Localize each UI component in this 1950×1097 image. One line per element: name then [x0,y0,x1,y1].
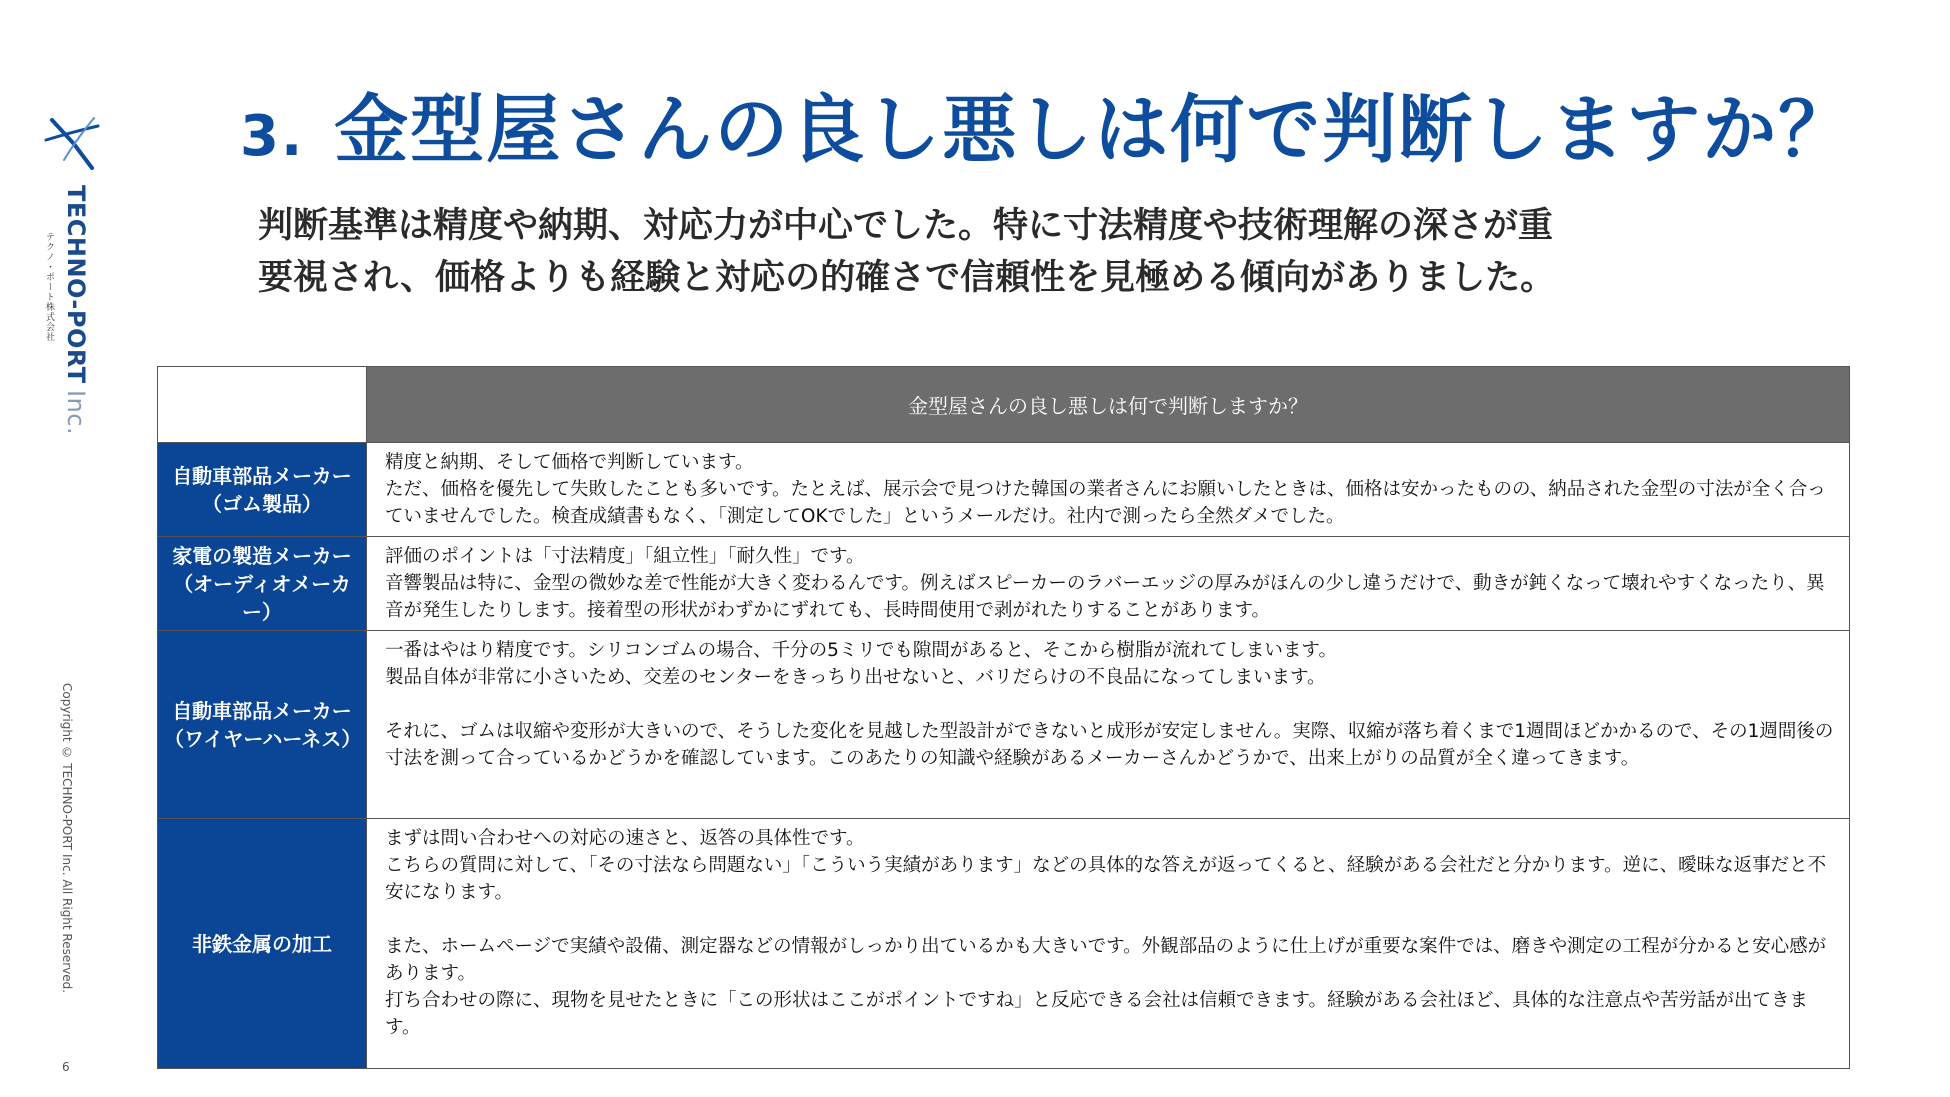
answer-text: 音響製品は特に、金型の微妙な差で性能が大きく変わるんです。例えばスピーカーのラバーエッジの厚みがほんの少し違うだけで、動きが鈍くなって壊れやすくなったり、異音が発生したりします。接着型の形状がわずかにずれても、長時間使用で剥がれたりすることがあります。 [385,573,1825,621]
category-detail: （オーディオメーカー） [173,571,351,624]
section-number: 3. [240,104,305,169]
paragraph-spacer [385,691,1839,718]
brand-name [62,185,90,435]
answer-text: こちらの質問に対して、「その寸法なら問題ない」「こういう実績があります」などの具体的な答えが返ってくると、経験がある会社だと分かります。逆に、曖昧な返事だと不安になります。 [385,855,1827,903]
category-name: 家電の製造メーカー [172,543,352,568]
category-cell [158,631,367,819]
answer-text: ただ、価格を優先して失敗したことも多いです。たとえば、展示会で見つけた韓国の業者さんにお願いしたときは、価格は安かったものの、納品された金型の寸法が全く合っていませんでした。検査成績書もなく、「測定してOKでした」というメールだけ。社内で測ったら全然ダメでした。 [385,479,1826,527]
answer-text: 打ち合わせの際に、現物を見せたときに「この形状はここがポイントですね」と反応できる会社は信頼できます。経験がある会社ほど、具体的な注意点や苦労話が出てきます。 [385,990,1809,1038]
lead-line-1: 判断基準は精度や納期、対応力が中心でした。特に寸法精度や技術理解の深さが重 [258,206,1554,246]
category-cell [158,443,367,537]
category-detail: （ゴム製品） [202,491,322,516]
answer-cell [367,819,1850,1069]
answer-cell [367,537,1850,631]
table-row [158,819,1850,1069]
answer-text: 一番はやはり精度です。シリコンゴムの場合、千分の5ミリでも隙間があると、そこから樹脂が流れてしまいます。 [385,640,1337,661]
brand-suffix: Inc. [62,389,90,435]
table-row [158,631,1850,819]
table-header-row [158,367,1850,443]
brand-name-text: TECHNO-PORT [62,185,90,384]
table-row [158,443,1850,537]
answer-cell [367,443,1850,537]
table-corner-cell [158,367,367,443]
category-detail: （ワイヤーハーネス） [164,726,362,751]
brand-sidebar [0,0,120,1097]
answer-text: 精度と納期、そして価格で判断しています。 [385,452,754,473]
category-name: 非鉄金属の加工 [192,931,332,956]
answer-text: 評価のポイントは「寸法精度」「組立性」「耐久性」です。 [385,546,865,567]
lead-line-2: 要視され、価格よりも経験と対応の的確さで信頼性を見極める傾向がありました。 [258,258,1556,298]
category-cell [158,537,367,631]
category-cell [158,819,367,1069]
answer-text: また、ホームページで実績や設備、測定器などの情報がしっかり出ているかも大きいです。外観部品のように仕上げが重要な案件では、磨きや測定の工程が分かると安心感があります。 [385,936,1827,984]
column-header: 金型屋さんの良し悪しは何で判断しますか？ [367,367,1850,443]
table-row [158,537,1850,631]
category-name: 自動車部品メーカー [172,698,352,723]
answer-text: 製品自体が非常に小さいため、交差のセンターをきっちり出せないと、バリだらけの不良品になってしまいます。 [385,667,1326,688]
page-number: 6 [62,1060,70,1074]
brand-tagline: テクノ・ポート株式会社 [44,232,54,342]
title-text: 金型屋さんの良し悪しは何で判断しますか？ [334,87,1855,173]
techno-port-logo-icon [44,110,100,174]
answer-text: それに、ゴムは収縮や変形が大きいので、そうした変化を見越した型設計ができないと成形が安定しません。実際、収縮が落ち着くまで1週間ほどかかるので、その1週間後の寸法を測って合っているかどうかを確認しています。このあたりの知識や経験があるメーカーさんかどうかで、出来上がりの品質が全く違ってきます。 [385,721,1834,769]
paragraph-spacer [385,906,1839,933]
interview-table [157,366,1850,1069]
answer-text: まずは問い合わせへの対応の速さと、返答の具体性です。 [385,828,865,849]
lead-paragraph [258,200,1678,304]
page-title [240,82,1854,185]
copyright-notice: Copyright © TECHNO-PORT Inc. All Right Reserved. [60,683,74,994]
answer-cell [367,631,1850,819]
category-name: 自動車部品メーカー [172,463,352,488]
